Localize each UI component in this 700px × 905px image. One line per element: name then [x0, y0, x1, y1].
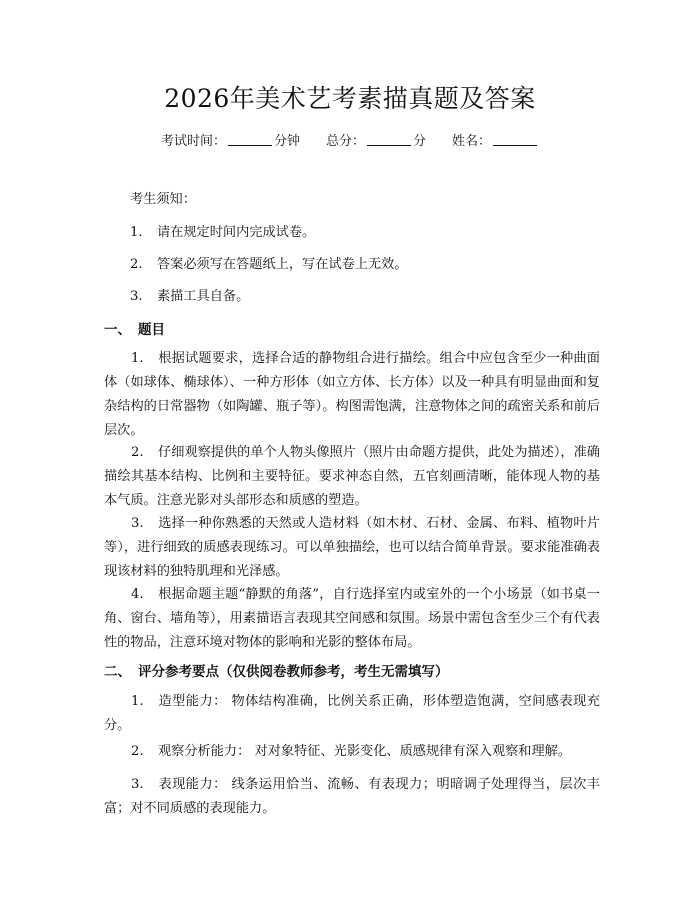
section1-number: 一、	[104, 322, 131, 338]
section1-heading	[104, 318, 604, 342]
section2-heading	[104, 660, 604, 684]
time-label: 考试时间：	[160, 134, 226, 149]
question-text: 根据命题主题“静默的角落”，自行选择室内或室外的一个小场景（如书桌一角、窗台、墙角等），用素描语言表现其空间感和氛围。场景中需包含至少三个有代表性的物品，注意环境对物体的影响和光影的整体布局。	[104, 587, 600, 650]
time-blank[interactable]	[228, 131, 272, 146]
question-number: 1.	[131, 351, 144, 366]
section1-title: 题目	[138, 322, 165, 338]
scoring-number: 2.	[131, 744, 144, 759]
notice-item-text: 素描工具自备。	[157, 289, 250, 304]
question-number: 2.	[131, 445, 144, 460]
notice-item-text: 答案必须写在答题纸上，写在试卷上无效。	[157, 257, 408, 272]
scoring-text: 造型能力： 物体结构准确，比例关系正确，形体塑造饱满，空间感表现充分。	[104, 694, 600, 733]
notice-item	[130, 253, 600, 277]
notice-item-number: 2.	[130, 257, 143, 272]
notice-item-number: 3.	[130, 289, 143, 304]
score-unit: 分	[413, 134, 427, 149]
scoring-point	[104, 740, 600, 764]
scoring-text: 表现能力： 线条运用恰当、流畅、有表现力；明暗调子处理得当，层次丰富；对不同质感的表现能力。	[104, 777, 600, 816]
scoring-number: 1.	[131, 694, 144, 709]
section2-number: 二、	[104, 664, 131, 680]
score-label: 总分：	[325, 134, 365, 149]
exam-info-line	[0, 131, 700, 152]
section2-title: 评分参考要点（仅供阅卷教师参考，考生无需填写）	[138, 664, 449, 680]
question-text: 仔细观察提供的单个人物头像照片（照片由命题方提供，此处为描述），准确描绘其基本结构、比例和主要特征。要求神态自然，五官刻画清晰，能体现人物的基本气质。注意光影对头部形态和质感的塑造。	[104, 445, 600, 508]
question-item	[104, 441, 600, 513]
question-number: 4.	[131, 587, 144, 602]
name-label: 姓名：	[452, 134, 492, 149]
notice-heading: 考生须知：	[130, 192, 196, 207]
name-blank[interactable]	[493, 131, 537, 146]
question-item	[104, 347, 600, 443]
question-item	[104, 583, 600, 655]
notice-item	[130, 221, 600, 245]
notice-item-text: 请在规定时间内完成试卷。	[157, 225, 316, 240]
notice-item	[130, 285, 600, 309]
question-text: 根据试题要求，选择合适的静物组合进行描绘。组合中应包含至少一种曲面体（如球体、椭球体）、一种方形体（如立方体、长方体）以及一种具有明显曲面和复杂结构的日常器物（如陶罐、瓶子等）。构图需饱满，注意物体之间的疏密关系和前后层次。	[104, 351, 600, 438]
score-blank[interactable]	[367, 131, 411, 146]
scoring-point	[104, 690, 600, 738]
question-item	[104, 512, 600, 584]
notice-item-number: 1.	[130, 225, 143, 240]
scoring-text: 观察分析能力： 对对象特征、光影变化、质感规律有深入观察和理解。	[158, 744, 572, 759]
time-unit: 分钟	[273, 134, 300, 149]
scoring-number: 3.	[131, 777, 144, 792]
question-text: 选择一种你熟悉的天然或人造材料（如木材、石材、金属、布料、植物叶片等），进行细致的质感表现练习。可以单独描绘，也可以结合简单背景。要求能准确表现该材料的独特肌理和光泽感。	[104, 516, 600, 579]
question-number: 3.	[131, 516, 144, 531]
document-title: 2026年美术艺考素描真题及答案	[164, 84, 536, 113]
scoring-point	[104, 773, 600, 821]
